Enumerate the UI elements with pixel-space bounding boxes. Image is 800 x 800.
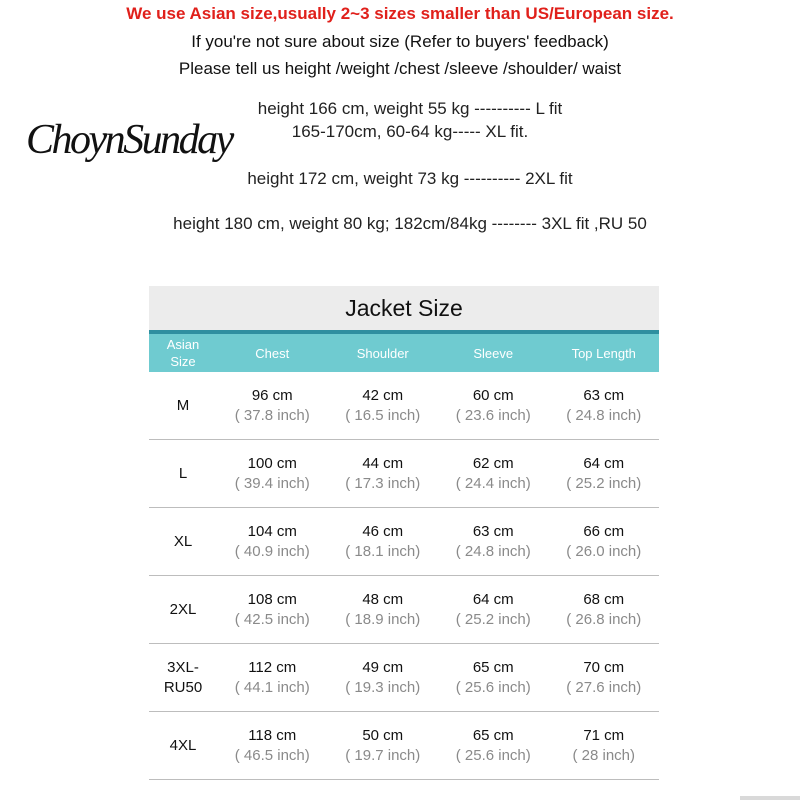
- measurement-cell: [328, 454, 439, 494]
- cm-value: 62 cm: [472, 454, 514, 472]
- inch-value: ( 39.4 inch): [234, 474, 310, 492]
- fit-note-xl: 165-170cm, 60-64 kg----- XL fit.: [291, 122, 529, 141]
- inch-value: ( 16.5 inch): [345, 406, 421, 424]
- size-label: M: [176, 396, 190, 414]
- inch-value: ( 42.5 inch): [234, 610, 310, 628]
- cm-value: 44 cm: [362, 454, 404, 472]
- inch-value: ( 18.9 inch): [345, 610, 421, 628]
- measurement-cell: [328, 522, 439, 562]
- measurement-cell: [549, 386, 660, 426]
- measurement-request-line: Please tell us height /weight /chest /sleeve /shoulder/ waist: [178, 59, 622, 78]
- cm-value: 63 cm: [472, 522, 514, 540]
- cm-value: 70 cm: [583, 658, 625, 676]
- cm-value: 64 cm: [583, 454, 625, 472]
- inch-value: ( 40.9 inch): [234, 542, 310, 560]
- cm-value: 46 cm: [362, 522, 404, 540]
- measurement-cell: [549, 522, 660, 562]
- measurement-cell: [438, 386, 549, 426]
- table-row: [149, 508, 659, 576]
- inch-value: ( 24.8 inch): [455, 542, 531, 560]
- cm-value: 50 cm: [362, 726, 404, 744]
- cm-value: 96 cm: [251, 386, 293, 404]
- cm-value: 60 cm: [472, 386, 514, 404]
- measurement-cell: [549, 658, 660, 698]
- inch-value: ( 17.3 inch): [345, 474, 421, 492]
- measurement-cell: [438, 658, 549, 698]
- size-advice-line: If you're not sure about size (Refer to buyers' feedback): [191, 32, 609, 51]
- cm-value: 112 cm: [248, 658, 297, 676]
- fit-note-2xl: height 172 cm, weight 73 kg ---------- 2XL fit: [247, 169, 573, 188]
- inch-value: ( 44.1 inch): [234, 678, 310, 696]
- inch-value: ( 27.6 inch): [566, 678, 642, 696]
- measurement-cell: [217, 590, 328, 630]
- cm-value: 63 cm: [583, 386, 625, 404]
- cm-value: 64 cm: [472, 590, 514, 608]
- cm-value: 108 cm: [247, 590, 297, 608]
- measurement-cell: [328, 590, 439, 630]
- table-row: [149, 712, 659, 780]
- cm-value: 65 cm: [472, 726, 514, 744]
- size-warning: We use Asian size,usually 2~3 sizes smaller than US/European size.: [126, 4, 674, 23]
- header-shoulder: Shoulder: [356, 345, 409, 361]
- measurement-cell: [328, 386, 439, 426]
- cm-value: 65 cm: [472, 658, 514, 676]
- table-body: [149, 372, 659, 780]
- measurement-cell: [217, 522, 328, 562]
- inch-value: ( 25.6 inch): [455, 678, 531, 696]
- inch-value: ( 25.6 inch): [455, 746, 531, 764]
- size-label: XL: [173, 532, 193, 550]
- fit-note-l: height 166 cm, weight 55 kg ---------- L fit: [257, 99, 563, 118]
- fit-note-3xl: height 180 cm, weight 80 kg; 182cm/84kg -------- 3XL fit ,RU 50: [173, 214, 647, 233]
- measurement-cell: [217, 386, 328, 426]
- inch-value: ( 24.4 inch): [455, 474, 531, 492]
- cm-value: 71 cm: [583, 726, 625, 744]
- cm-value: 68 cm: [583, 590, 625, 608]
- inch-value: ( 18.1 inch): [345, 542, 421, 560]
- measurement-cell: [328, 658, 439, 698]
- measurement-cell: [549, 590, 660, 630]
- cm-value: 42 cm: [362, 386, 404, 404]
- measurement-cell: [217, 726, 328, 766]
- cm-value: 100 cm: [247, 454, 297, 472]
- inch-value: ( 23.6 inch): [455, 406, 531, 424]
- inch-value: ( 37.8 inch): [234, 406, 310, 424]
- cm-value: 49 cm: [362, 658, 404, 676]
- table-row: [149, 576, 659, 644]
- cm-value: 66 cm: [583, 522, 625, 540]
- size-label: 2XL: [169, 600, 197, 618]
- measurement-cell: [438, 454, 549, 494]
- table-row: [149, 372, 659, 440]
- inch-value: ( 26.0 inch): [566, 542, 642, 560]
- inch-value: ( 26.8 inch): [566, 610, 642, 628]
- brand-logo: ChoynSunday: [26, 117, 232, 163]
- header-chest: Chest: [255, 345, 290, 361]
- size-label: 4XL: [169, 736, 197, 754]
- measurement-cell: [438, 522, 549, 562]
- measurement-cell: [549, 726, 660, 766]
- inch-value: ( 46.5 inch): [234, 746, 310, 764]
- jacket-size-table: [149, 286, 659, 780]
- inch-value: ( 24.8 inch): [566, 406, 642, 424]
- table-header-row: [149, 334, 659, 372]
- table-row: [149, 440, 659, 508]
- measurement-cell: [549, 454, 660, 494]
- table-title: Jacket Size: [149, 286, 659, 330]
- table-row: [149, 644, 659, 712]
- measurement-cell: [217, 658, 328, 698]
- inch-value: ( 28 inch): [572, 746, 636, 764]
- measurement-cell: [438, 726, 549, 766]
- inch-value: ( 25.2 inch): [566, 474, 642, 492]
- measurement-cell: [217, 454, 328, 494]
- inch-value: ( 25.2 inch): [455, 610, 531, 628]
- size-label: L: [178, 464, 188, 482]
- header-top-length: Top Length: [571, 345, 636, 361]
- cm-value: 48 cm: [362, 590, 404, 608]
- header-sleeve: Sleeve: [473, 345, 514, 361]
- corner-mark: [740, 796, 800, 800]
- measurement-cell: [438, 590, 549, 630]
- inch-value: ( 19.3 inch): [345, 678, 421, 696]
- cm-value: 118 cm: [248, 726, 297, 744]
- header-asian-size: Asian Size: [166, 337, 200, 369]
- cm-value: 104 cm: [247, 522, 297, 540]
- inch-value: ( 19.7 inch): [345, 746, 421, 764]
- size-label: 3XL- RU50: [163, 658, 203, 696]
- measurement-cell: [328, 726, 439, 766]
